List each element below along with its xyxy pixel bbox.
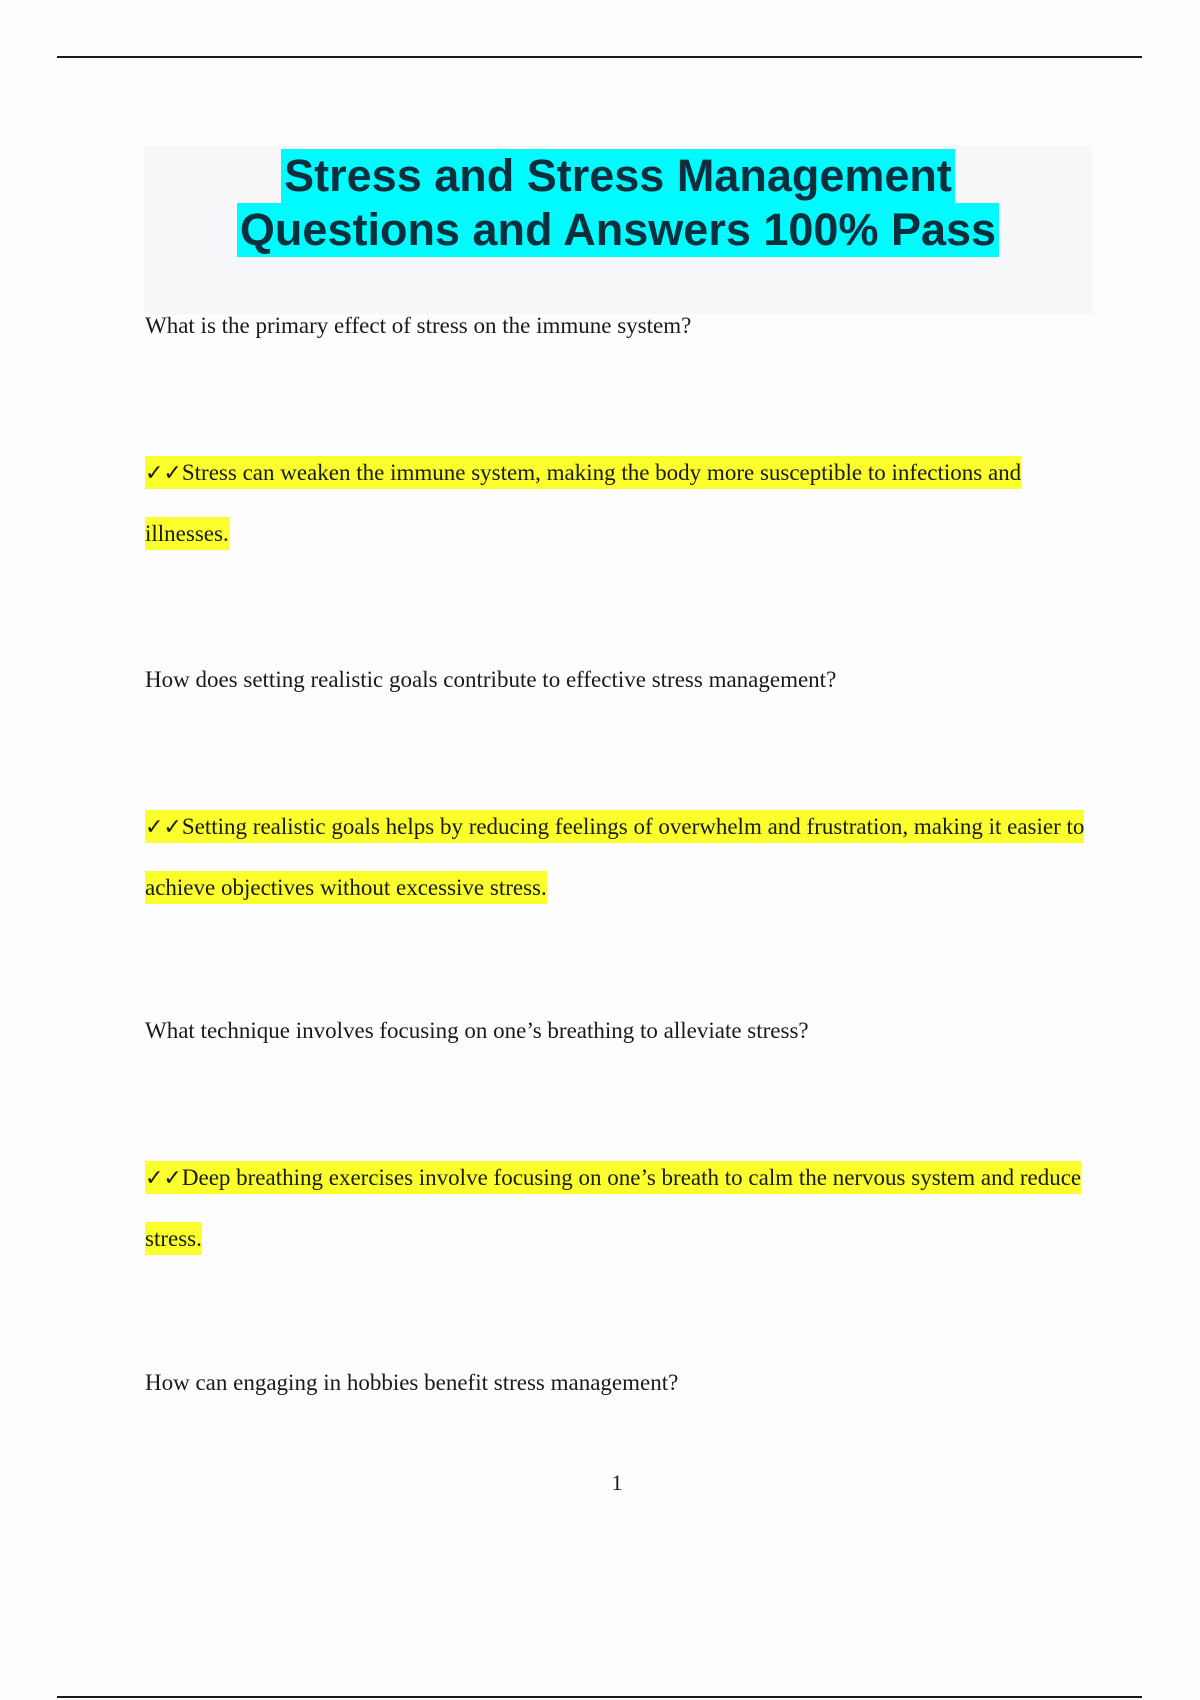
page-number: 1 (611, 1470, 623, 1495)
title-line-2: Questions and Answers 100% Pass (237, 203, 999, 257)
question-4: How can engaging in hobbies benefit stress management? (145, 1370, 679, 1395)
title-line-1: Stress and Stress Management (281, 149, 955, 203)
answer-1 (145, 443, 1085, 564)
bottom-rule (57, 1696, 1142, 1698)
double-check-icon: ✓✓ (145, 461, 182, 486)
answer-1-text: Stress can weaken the immune system, making the body more susceptible to infections and illnesses. (145, 460, 1022, 546)
title-block (144, 146, 1092, 314)
document-title (144, 146, 1092, 257)
double-check-icon: ✓✓ (145, 1166, 182, 1191)
answer-3-text: Deep breathing exercises involve focusing on one’s breath to calm the nervous system and reduce stress. (145, 1165, 1082, 1251)
top-rule (57, 56, 1142, 58)
answer-2 (145, 797, 1085, 918)
question-3: What technique involves focusing on one’s breathing to alleviate stress? (145, 1018, 809, 1043)
question-2: How does setting realistic goals contribute to effective stress management? (145, 667, 837, 692)
answer-2-text: Setting realistic goals helps by reducing feelings of overwhelm and frustration, making it easier to achieve objectives without excessive stress. (145, 814, 1085, 900)
answer-3 (145, 1148, 1085, 1269)
question-1: What is the primary effect of stress on the immune system? (145, 313, 692, 338)
double-check-icon: ✓✓ (145, 815, 182, 840)
